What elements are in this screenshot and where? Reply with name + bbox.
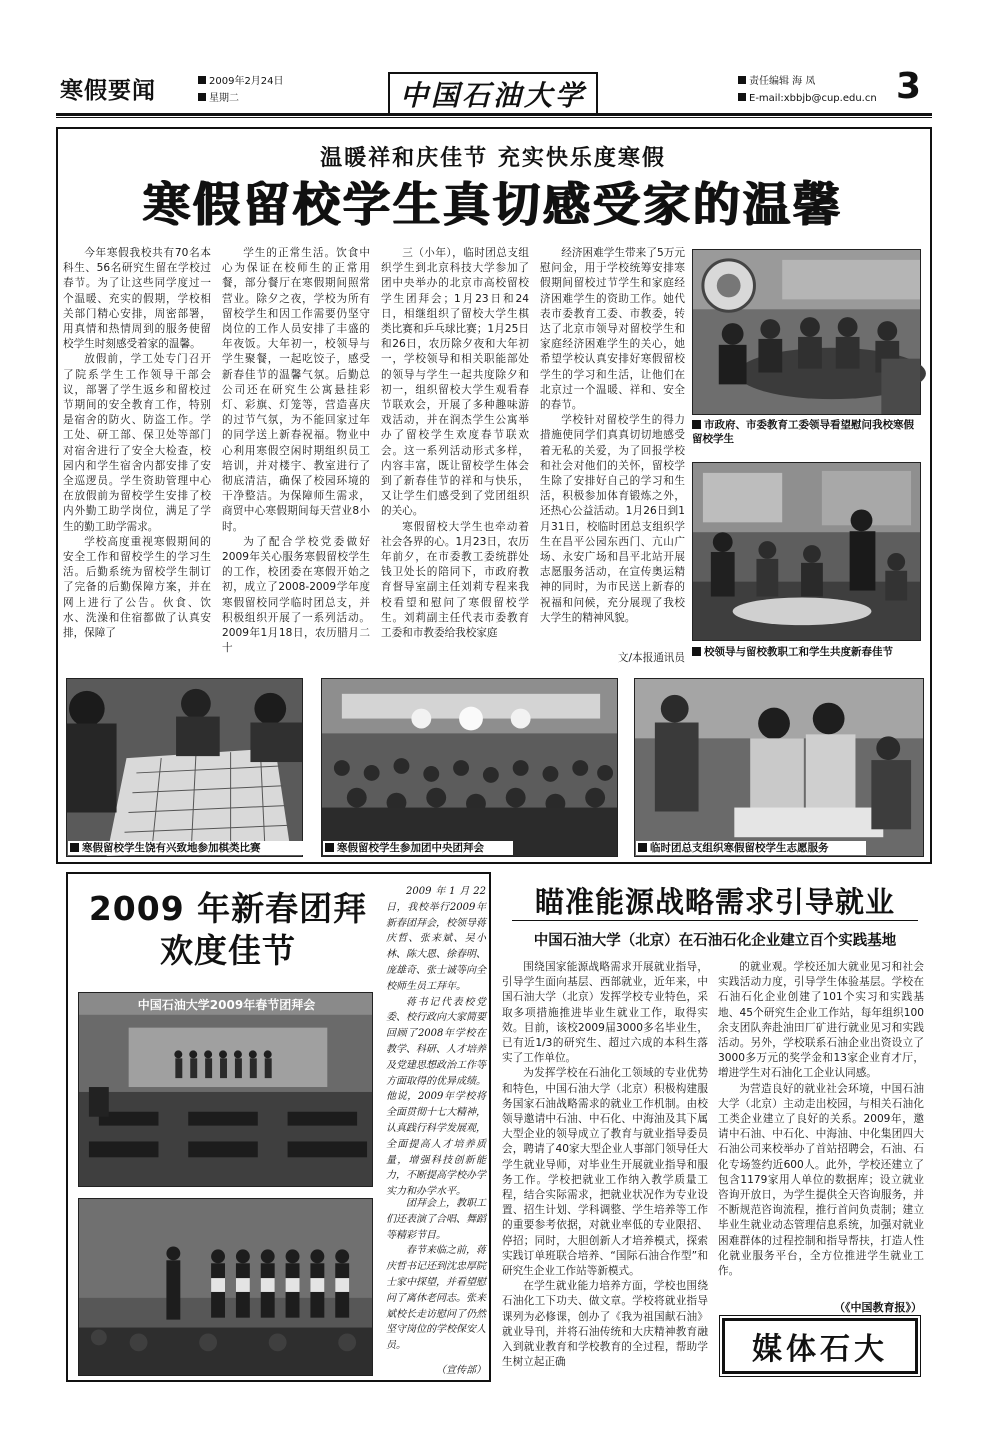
paragraph: 围绕国家能源战略需求开展就业指导，引导学生面向基层、西部就业，近年来，中国石油大学（北京）发挥学校专业特色，采取多项措施推进毕业生就业工作，取得实效。目前，该校2009届3000多名毕业生，已有近1/3的研究生、超过六成的本科生落实了工作单位。 [502, 961, 708, 1065]
bullet-icon [198, 93, 206, 101]
section-title: 寒假要闻 [60, 77, 156, 104]
media-column-box [722, 1318, 918, 1374]
paragraph: 蒋书记代表校党委、校行政向大家简要回顾了2008年学校在教学、科研、人才培养及党建思想政治工作等方面取得的优异成绩。他说，2009年学校将全面贯彻十七大精神，认真践行科学发展观，全面提高人才培养质量，增强科技创新能力，不断提高学校办学实力和办学水平。 [386, 996, 486, 1198]
photo-volunteer-service [634, 678, 924, 857]
header-rule-thin [56, 117, 932, 118]
caption-photo-volunteer: 临时团总支组织寒假留校学生志愿服务 [636, 841, 866, 855]
paragraph: 寒假留校大学生也牵动着社会各界的心。1月23日，农历年前夕，在市委教工委统群处钱卫处长的陪同下，市政府教育督导室副主任刘莉专程来我校看望和慰问了寒假留校学生。刘莉副主任代表市委教育工委和市教委给我校家庭 [381, 520, 529, 640]
paragraph: 团拜会上，教职工们还表演了合唱、舞蹈等精彩节目。 [386, 1198, 486, 1241]
paragraph: 学校高度重视寒假期间的安全工作和留校学生的学习生活。后勤系统为留校学生制订了完备的后勤保障方案，并在网上进行了公告。伙食、饮水、洗澡和住宿都做了认真安排，保障了 [63, 535, 211, 640]
editor-block [738, 73, 877, 107]
spring-title-line2: 欢度佳节 [160, 931, 296, 970]
spring-col-2 [386, 1196, 486, 1366]
photo-visit-meeting [692, 249, 921, 415]
caption-square-icon [325, 843, 334, 852]
paragraph: 放假前，学工处专门召开了院系学生工作领导干部会议，部署了学生返乡和留校过节期间的安全教育工作，特别是宿舍的防火、防盗工作。学工处、研工部、保卫处等部门对宿舍进行了安全大检查，校园内和学生宿舍内都安排了安全巡逻员。学生资助管理中心在放假前为留校学生安排了校内外勤工助学岗位，满足了学生的勤工助学需求。 [63, 353, 211, 533]
caption-square-icon [692, 420, 701, 429]
spring-banner-text: 中国石油大学2009年春节团拜会 [137, 998, 316, 1012]
energy-col-2 [718, 960, 924, 1295]
paragraph: 为营造良好的就业社会环境，中国石油大学（北京）主动走出校园，与相关石油化工类企业建立了良好的关系。2009年，邀请中石油、中石化、中海油、中化集团四大石油公司来校举办了首站招聘会，石油、石化专场签约近600人。此外，学校还建立了包含1179家用人单位的数据库；设立就业咨询开放日，为学生提供全天咨询服务，并不断规范咨询流程，推行首问负责制；建立毕业生就业动态管理信息系统，加强对就业困难群体的过程控制和指导帮扶，打造人性化就业服务平台，全方位推进学生就业工作。 [718, 1082, 924, 1278]
main-col-1 [63, 246, 211, 666]
caption-square-icon [692, 647, 701, 656]
issue-weekday: 星期二 [209, 93, 239, 104]
caption-photo-lunch: 校领导与留校教职工和学生共度新春佳节 [692, 645, 927, 659]
paragraph: 为发挥学校在石油化工领域的专业优势和特色，中国石油大学（北京）积极构建服务国家石油战略需求的就业工作机制。由校领导邀请中石油、中石化、中海油及其下属大型企业的领导成立了教育与就业指导委员会，聘请了40家大型企业人事部门领导任大学生就业导师，对毕业生开展就业指导和服务工作。学校把就业工作纳入教学质量工程，结合实际需求，把就业状况作为专业设置、招生计划、学科调整、学生培养等工作的重要参考依据，对就业率低的专业限招、停招；同时，大胆创新人才培养模式，探索实践订单班联合培养、“国际石油合作型”和研究生企业工作站等新模式。 [502, 1067, 708, 1278]
main-col-3 [381, 246, 529, 666]
paragraph: 学校针对留校学生的得力措施使同学们真真切切地感受着无私的关爱，为了回报学校和社会对他们的关怀，留校学生除了安排好自己的学习和生活，积极参加体育锻炼之外，还热心公益活动。1月26日到1月31日，校临时团总支组织学生在昌平公园东西门、亢山广场、永安广场和昌平北站开展志愿服务活动，在宣传奥运精神的同时，为市民送上新春的祝福和问候，充分展现了我校大学生的精神风貌。 [540, 414, 685, 624]
main-headline: 寒假留校学生真切感受家的温馨 [143, 178, 843, 233]
main-subheadline: 温暖祥和庆佳节 充实快乐度寒假 [320, 145, 666, 171]
photo-spring-gathering [78, 992, 373, 1187]
caption-photo-reception: 寒假留校学生参加团中央团拜会 [323, 841, 513, 855]
energy-col-1 [502, 960, 708, 1418]
paragraph: 的就业观。学校还加大就业见习和社会实践活动力度，引导学生体验基层。学校在石油石化企业创建了101个实习和实践基地、45个研究生企业工作站，每年组织100余支团队奔赴油田厂矿进行就业见习和实践活动。另外，学校联系石油企业出资设立了3000多万元的奖学金和13家企业育才厅，增进学生对石油化工企业认同感。 [718, 961, 924, 1080]
paragraph: 为了配合学校党委做好2009年关心服务寒假留校学生的工作，校团委在寒假开始之初，成立了2008-2009学年度寒假留校同学临时团总支，并积极组织开展了一系列活动。2009年1月18日，农历腊月二十 [222, 535, 370, 655]
spring-title-line1: 2009 年新春团拜 [88, 889, 368, 928]
main-col-4 [540, 246, 685, 651]
photo-new-year-lunch [692, 462, 921, 641]
media-column-label: 媒体石大 [752, 1332, 888, 1367]
photo-chess-competition [66, 678, 303, 857]
paragraph: 在学生就业能力培养方面，学校也围绕石油化工下功夫、做文章。学校将就业指导课列为必修课，创办了《我为祖国献石油》就业导刊，并将石油传统和大庆精神教育融入到就业教育和学校教育的全过程，帮助学生树立起正确 [502, 1280, 708, 1369]
energy-title: 瞄准能源战略需求引导就业 [534, 885, 895, 919]
bullet-icon [198, 76, 206, 84]
caption-photo-chess: 寒假留校学生饶有兴致地参加棋类比赛 [68, 841, 303, 855]
issue-date: 2009年2月24日 [209, 76, 284, 87]
photo-spring-performance [78, 1198, 373, 1376]
energy-source: （《中国教育报》） [834, 1301, 922, 1314]
masthead-logo: 中国石油大学 [388, 72, 598, 116]
spring-title [78, 888, 378, 972]
bullet-icon [738, 76, 746, 84]
main-byline: 文/本报通讯员 [617, 652, 685, 664]
caption-square-icon [70, 843, 79, 852]
energy-subtitle: 中国石油大学（北京）在石油石化企业建立百个实践基地 [533, 932, 897, 949]
paragraph: 今年寒假我校共有70名本科生、56名研究生留在学校过春节。为了让这些同学度过一个温暖、充实的假期，学校相关部门精心安排，周密部署，用真情和热情周到的服务使留校学生时刻感受着家的温馨。 [63, 247, 211, 351]
bullet-icon [738, 93, 746, 101]
editor-email: E-mail:xbbjb@cup.edu.cn [749, 93, 877, 104]
energy-title-rule [512, 920, 918, 921]
paragraph: 经济困难学生带来了5万元慰问金，用于学校统筹安排寒假期间留校过节学生和家庭经济困难学生的资助工作。她代表市委教育工委、市教委，转达了北京市领导对留校学生和家庭经济困难学生的关心，她希望学校认真安排好寒假留校学生的学习和生活，让他们在北京过一个温暖、祥和、安全的春节。 [540, 247, 685, 412]
paragraph: 春节来临之前，蒋庆哲书记还到沈忠厚院士家中探望，并看望慰问了离休老同志。张来斌校长走访慰问了仍然坚守岗位的学校保安人员。 [386, 1245, 486, 1352]
spring-byline: （宣传部） [436, 1365, 486, 1376]
caption-square-icon [638, 843, 647, 852]
paragraph: 三（小年），临时团总支组织学生到北京科技大学参加了团中央举办的北京市高校留校学生团拜会；1月23日和24日，相继组织了留校大学生棋类比赛和乒乓球比赛；1月25日和26日，农历除夕夜和大年初一，学校领导和相关职能部处的领导与学生一起共度除夕和初一，组织留校大学生观看春节联欢会，开展了多种趣味游戏活动，并在润杰学生公寓举办了留校学生欢度春节联欢会。这一系列活动形式多样，内容丰富，既让留校学生体会到了新春佳节的祥和与快乐，又让学生们感受到了党团组织的关心。 [381, 247, 529, 518]
caption-photo-visit: 市政府、市委教育工委领导看望慰问我校寒假留校学生 [692, 419, 914, 445]
spring-col-1 [386, 884, 486, 1198]
header-rule [56, 113, 932, 116]
photo-group-reception [321, 678, 618, 857]
paragraph: 学生的正常生活。饮食中心为保证在校师生的正常用餐，部分餐厅在寒假期间照常营业。除夕之夜，学校为所有留校学生和因工作需要仍坚守岗位的工作人员安排了丰盛的年夜饭。大年初一，校领导与学生聚餐，一起吃饺子，感受新春佳节的温馨气氛。后勤总公司还在研究生公寓悬挂彩灯、彩旗、灯笼等，营造喜庆的过节气氛，为不能回家过年的同学送上新春祝福。物业中心利用寒假空闲时期组织员工培训，并对楼宇、教室进行了彻底清洁，确保了校园环境的干净整洁。为保障师生需求，商贸中心寒假期间每天营业8小时。 [222, 247, 370, 533]
issue-date-block [198, 73, 284, 107]
paragraph: 2009年1月22日，我校举行2009年新春团拜会，校领导蒋庆哲、张来斌、吴小林、陈大恩、徐春明、庞雄奇、张士诚等向全校师生员工拜年。 [386, 886, 486, 992]
editor-name: 责任编辑 海 凤 [749, 76, 816, 87]
page-number: 3 [896, 66, 922, 107]
main-col-2 [222, 246, 370, 666]
